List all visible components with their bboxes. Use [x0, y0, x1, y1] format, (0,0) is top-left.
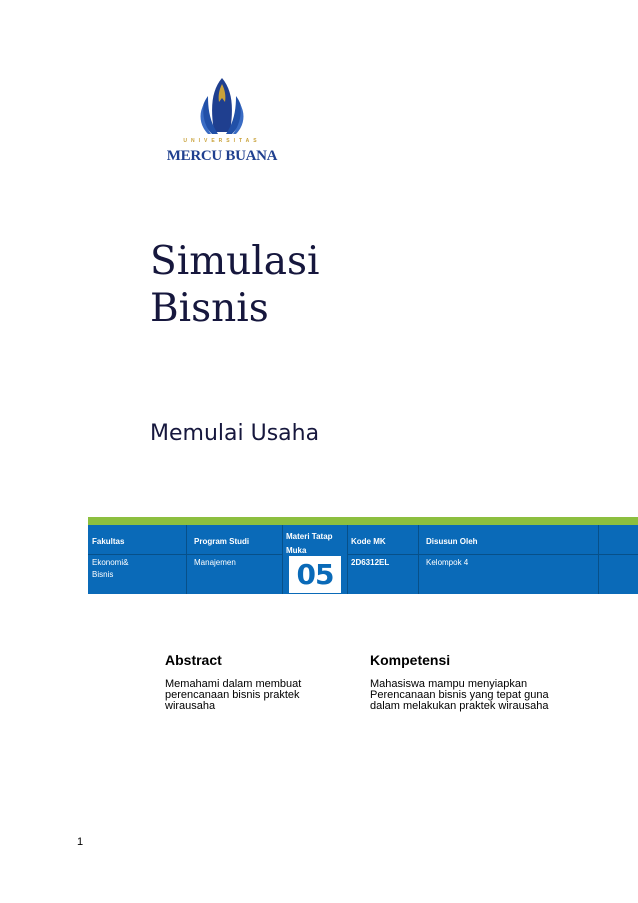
column-divider [186, 525, 187, 594]
info-band-accent [88, 517, 638, 525]
header-disusun-oleh: Disusun Oleh [426, 537, 478, 546]
abstract-body: Memahami dalam membuat perencanaan bisnis praktek wirausaha [165, 678, 302, 712]
column-divider [347, 525, 348, 594]
mercu-buana-emblem-icon [166, 76, 278, 138]
title-line-2: Bisnis [150, 286, 269, 331]
value-disusun-oleh: Kelompok 4 [426, 558, 469, 567]
value-materi-number: 05 [296, 558, 334, 591]
header-program-studi: Program Studi [194, 537, 250, 546]
row-divider [347, 554, 638, 555]
logo-university-name: MERCU BUANA [166, 148, 278, 164]
page-number: 1 [77, 836, 84, 848]
column-divider [418, 525, 419, 594]
logo-university-label: UNIVERSITAS [183, 138, 261, 144]
column-divider [598, 525, 599, 594]
header-kode-mk: Kode MK [351, 537, 386, 546]
header-materi-tatap-muka: Materi Tatap Muka [286, 532, 333, 555]
university-logo [166, 76, 278, 172]
value-kode-mk: 2D6312EL [351, 558, 390, 567]
title-line-1: Simulasi [150, 239, 320, 284]
value-fakultas: Ekonomi& Bisnis [92, 558, 129, 579]
abstract-heading: Abstract [165, 652, 222, 668]
value-program-studi: Manajemen [194, 558, 236, 567]
row-divider [88, 554, 282, 555]
kompetensi-body: Mahasiswa mampu menyiapkan Perencanaan bisnis yang tepat guna dalam melakukan praktek wirausaha [370, 678, 549, 712]
document-subtitle: Memulai Usaha [150, 421, 320, 446]
header-fakultas: Fakultas [92, 537, 125, 546]
document-title [150, 238, 470, 332]
column-divider [282, 525, 283, 594]
kompetensi-heading: Kompetensi [370, 652, 451, 668]
